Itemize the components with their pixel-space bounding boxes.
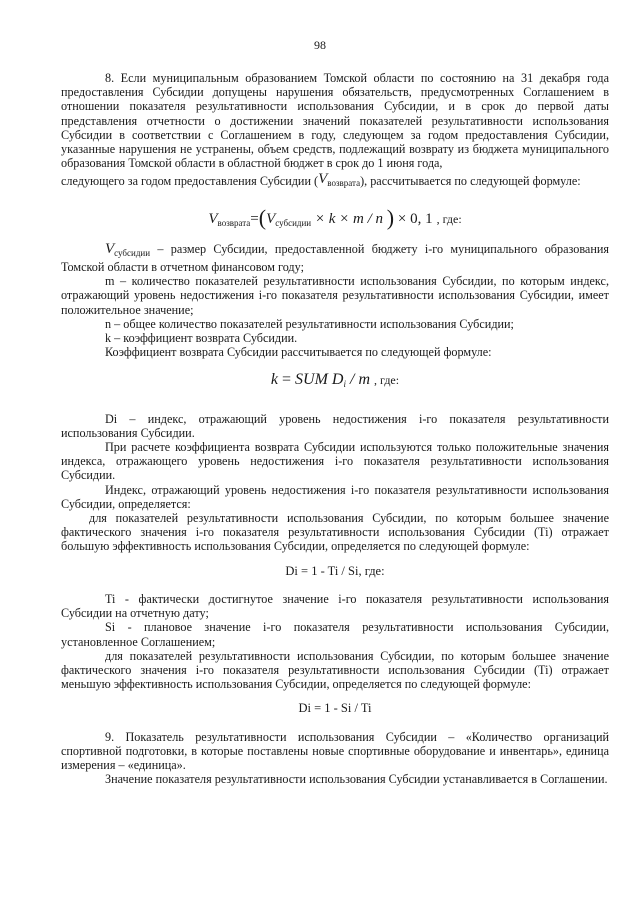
formula-v-sub: возврата [217,217,251,228]
v-subscript: возврата [327,178,361,189]
definition-n: n – общее количество показателей результативности использования Субсидии; [105,316,514,331]
formula2-sum-sub: i [343,379,346,390]
formula-coefficient [61,373,609,391]
paragraph-8-tail [61,172,609,190]
definition-v-subsidy [61,242,609,274]
formula-tail: × 0, 1 [394,210,433,227]
formula-return-volume [61,204,609,230]
page-number: 98 [314,38,326,52]
formula-eq: = [250,210,259,227]
v-return-symbol [318,172,360,190]
positive-values-note: При расчете коэффициента возврата Субсидии используются только положительные значения индекса, отражающего уровень недостижения i-го показателя результативности использования Субсидии. [61,440,609,483]
formula-v: V [208,210,218,227]
index-definition: Индекс, отражающий уровень недостижения i-го показателя результативности использования Субсидии, определяется: [61,482,609,511]
formula-di-1: Di = 1 - Ti / Si, где: [285,563,385,578]
formula2-lhs: k [270,371,279,389]
formula-close-paren: ) [386,204,395,230]
formula2-eq: = [278,371,296,389]
formula2-div: / m [346,371,370,389]
case-greater-better: для показателей результативности использования Субсидии, по которым большее значение фактического значения i-го показателя результативности использования Субсидии (Ti) отражает большую эффективность использования Субсидии, определяется по следующей формуле: [61,511,609,554]
definition-di: Di – индекс, отражающий уровень недостижения i-го показателя результативности использования Субсидии. [61,411,609,440]
definition-m: m – количество показателей результативности использования Субсидии, по которым индекс, отражающий уровень недостижения i-го показателя результативности использования Субсидии, имеет положительное значение; [61,274,609,317]
case-greater-worse: для показателей результативности использования Субсидии, по которым большее значение фактического значения i-го показателя результативности использования Субсидии (Ti) отражает меньшую эффективность использования Субсидии, определяется по следующей формуле: [61,648,609,692]
definition-ti: Ti - фактически достигнутое значение i-го показателя результативности использования Субсидии на отчетную дату; [61,591,609,621]
formula2-where: , где: [374,373,400,388]
paragraph-final: Значение показателя результативности использования Субсидии устанавливается в Соглашении. [105,772,608,787]
formula-v2: V [266,210,276,227]
definition-si: Si - плановое значение i-го показателя результативности использования Субсидии, установленное Соглашением; [61,620,609,649]
paragraph-8-tail-end: ), рассчитывается по следующей формуле: [360,174,581,189]
document-body [61,71,609,786]
v-letter: V [318,171,328,188]
paragraph-9: 9. Показатель результативности использования Субсидии – «Количество организаций спортивной подготовки, в которые поставлены новые спортивные оборудование и инвентарь», единица измерения – «единица». [61,729,609,772]
formula-open-paren: ( [258,204,267,230]
formula-v2-sub: субсидии [275,217,312,228]
paragraph-8: 8. Если муниципальным образованием Томской области по состоянию на 31 декабря года предоставления Субсидии допущены нарушения обязательств, предусмотренных Соглашением в отношении показателя результативности использования Субсидии, и в срок до первой даты представления отчетности о достижении значений показателей результативности использования Субсидии в соответствии с Соглашением в году, следующем за годом предоставления Субсидии, указанные нарушения не устранены, объем средств, подлежащий возврату из бюджета муниципального образования Томской области в областной бюджет в срок до 1 июня года, [61,71,609,171]
formula-middle: × k × m / n [311,210,387,227]
def-v-subscript: субсидии [114,247,151,258]
paragraph-8-tail-text: следующего за годом предоставления Субсидии ( [61,174,319,189]
coefficient-intro: Коэффициент возврата Субсидии рассчитывается по следующей формуле: [105,345,492,360]
def-v-text: – размер Субсидии, предоставленной бюджету i-го муниципального образования Томской области в отчетном финансовом году; [61,241,609,275]
formula2-sum: SUM D [295,371,344,389]
formula-where: , где: [436,211,462,226]
formula-di-2: Di = 1 - Si / Ti [298,701,372,716]
def-v-letter: V [105,240,115,257]
definition-k: k – коэффициент возврата Субсидии. [105,331,298,346]
